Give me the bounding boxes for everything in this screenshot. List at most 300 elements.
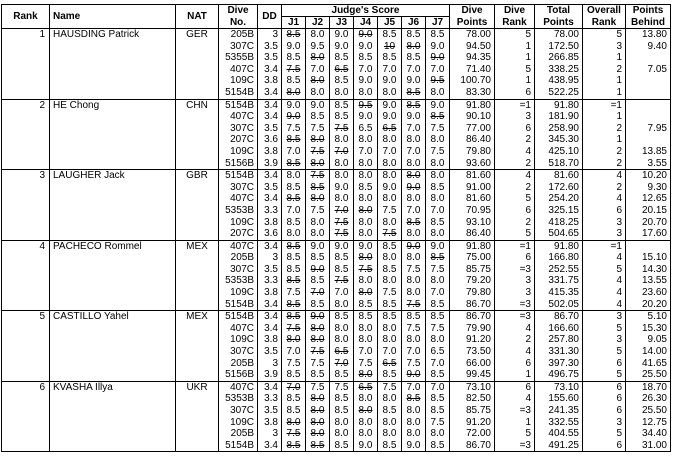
- judge-score-3: 9.0: [330, 29, 354, 41]
- judge-score-1: 8.5: [282, 75, 306, 87]
- athlete-nat: CHN: [176, 99, 219, 111]
- judge-score-3: 8.0: [330, 323, 354, 335]
- judge-score-7: 7.5: [426, 146, 450, 158]
- judge-score-4: 8.0: [354, 252, 378, 264]
- judge-score-2: 8.5: [306, 369, 330, 381]
- dive-rank: 1: [495, 75, 535, 87]
- judge-score-6: 7.0: [402, 346, 426, 358]
- judge-score-5: 7.0: [378, 146, 402, 158]
- athlete-name: PACHECO Rommel: [50, 240, 176, 252]
- athlete-name: LAUGHER Jack: [50, 170, 176, 182]
- dive-row: [2, 334, 671, 346]
- dive-number: 205B: [219, 252, 258, 264]
- judge-score-4: 6.5: [354, 123, 378, 135]
- dive-points: 86.70: [450, 311, 495, 323]
- dive-rank: =1: [495, 240, 535, 252]
- judge-score-2: 8.5: [306, 440, 330, 452]
- header-name: Name: [50, 5, 176, 29]
- judge-score-1: 7.0: [282, 381, 306, 393]
- judge-score-6: 8.5: [402, 393, 426, 405]
- judge-score-1: 8.5: [282, 193, 306, 205]
- total-points: 78.00: [535, 29, 583, 41]
- judge-score-5: 8.5: [378, 440, 402, 452]
- judge-score-1: 9.0: [282, 111, 306, 123]
- judge-score-7: 8.0: [426, 134, 450, 146]
- dive-points: 93.60: [450, 158, 495, 170]
- dive-row: [2, 99, 671, 111]
- judge-score-2: 8.5: [306, 111, 330, 123]
- judge-score-5: 9.0: [378, 75, 402, 87]
- dive-rank: 4: [495, 393, 535, 405]
- athlete-name: HAUSDING Patrick: [50, 29, 176, 41]
- dive-row: [2, 428, 671, 440]
- overall-rank: 3: [583, 334, 626, 346]
- athlete-rank-empty: [2, 123, 50, 135]
- total-points: 258.90: [535, 123, 583, 135]
- results-table: [1, 4, 671, 452]
- athlete-nat-empty: [176, 217, 219, 229]
- judge-score-6: 7.0: [402, 146, 426, 158]
- degree-of-difficulty: 3.9: [258, 158, 282, 170]
- athlete-rank-empty: [2, 405, 50, 417]
- athlete-name-empty: [50, 405, 176, 417]
- judge-score-2: 9.0: [306, 311, 330, 323]
- judge-score-7: 8.5: [426, 217, 450, 229]
- dive-number: 307C: [219, 123, 258, 135]
- judge-score-4: 8.0: [354, 205, 378, 217]
- dive-row: [2, 346, 671, 358]
- athlete-nat-empty: [176, 134, 219, 146]
- judge-score-7: 8.0: [426, 170, 450, 182]
- judge-score-4: 8.0: [354, 323, 378, 335]
- judge-score-1: 8.5: [282, 52, 306, 64]
- total-points: 81.60: [535, 170, 583, 182]
- judge-score-5: 9.0: [378, 182, 402, 194]
- judge-score-3: 8.5: [330, 264, 354, 276]
- degree-of-difficulty: 3.8: [258, 287, 282, 299]
- judge-score-5: 8.0: [378, 393, 402, 405]
- judge-score-4: 9.0: [354, 440, 378, 452]
- dive-row: [2, 217, 671, 229]
- judge-score-6: 8.0: [402, 275, 426, 287]
- overall-rank: 4: [583, 252, 626, 264]
- dive-points: 77.00: [450, 123, 495, 135]
- dive-number: 5353B: [219, 275, 258, 287]
- athlete-rank-empty: [2, 428, 50, 440]
- athlete-name-empty: [50, 193, 176, 205]
- judge-score-6: 8.0: [402, 134, 426, 146]
- judge-score-6: 8.0: [402, 252, 426, 264]
- dive-points: 90.10: [450, 111, 495, 123]
- degree-of-difficulty: 3.8: [258, 334, 282, 346]
- points-behind: 14.00: [626, 346, 671, 358]
- dive-rank: 1: [495, 369, 535, 381]
- header-overall-rank-line2: Rank: [583, 17, 626, 29]
- judge-score-6: 9.0: [402, 240, 426, 252]
- total-points: 397.30: [535, 358, 583, 370]
- judge-score-6: 8.0: [402, 334, 426, 346]
- athlete-name-empty: [50, 217, 176, 229]
- judge-score-2: 7.5: [306, 123, 330, 135]
- athlete-nat-empty: [176, 193, 219, 205]
- judge-score-4: 9.0: [354, 29, 378, 41]
- judge-score-1: 7.0: [282, 346, 306, 358]
- dive-row: [2, 440, 671, 452]
- judge-score-7: 8.0: [426, 158, 450, 170]
- judge-score-5: 6.5: [378, 123, 402, 135]
- dive-rank: 4: [495, 323, 535, 335]
- judge-score-6: 8.0: [402, 170, 426, 182]
- judge-score-7: 8.5: [426, 369, 450, 381]
- dive-points: 94.50: [450, 41, 495, 53]
- judge-score-5: 8.0: [378, 193, 402, 205]
- judge-score-7: 8.5: [426, 311, 450, 323]
- dive-row: [2, 405, 671, 417]
- dive-number: 109C: [219, 217, 258, 229]
- athlete-rank-empty: [2, 264, 50, 276]
- judge-score-7: 8.0: [426, 334, 450, 346]
- judge-score-3: 7.5: [330, 123, 354, 135]
- athlete-rank-empty: [2, 64, 50, 76]
- judge-score-3: 8.5: [330, 99, 354, 111]
- header-points-behind-line1: Points: [626, 5, 671, 17]
- judge-score-6: 9.0: [402, 369, 426, 381]
- athlete-rank: 2: [2, 99, 50, 111]
- judge-score-1: 8.5: [282, 275, 306, 287]
- athlete-rank: 5: [2, 311, 50, 323]
- athlete-nat-empty: [176, 417, 219, 429]
- overall-rank: =1: [583, 99, 626, 111]
- athlete-name-empty: [50, 123, 176, 135]
- athlete-name: HE Chong: [50, 99, 176, 111]
- judge-score-2: 8.0: [306, 417, 330, 429]
- dive-points: 91.00: [450, 182, 495, 194]
- judge-score-6: 8.0: [402, 193, 426, 205]
- dive-rank: 1: [495, 52, 535, 64]
- athlete-name-empty: [50, 440, 176, 452]
- points-behind: 23.60: [626, 287, 671, 299]
- dive-row: [2, 275, 671, 287]
- degree-of-difficulty: 3.5: [258, 52, 282, 64]
- dive-rank: 2: [495, 134, 535, 146]
- dive-rank: 6: [495, 358, 535, 370]
- athlete-nat-empty: [176, 358, 219, 370]
- points-behind: [626, 134, 671, 146]
- judge-score-1: 8.5: [282, 405, 306, 417]
- judge-score-2: 8.0: [306, 29, 330, 41]
- judge-score-1: 8.5: [282, 252, 306, 264]
- degree-of-difficulty: 3.4: [258, 193, 282, 205]
- judge-score-5: 7.0: [378, 64, 402, 76]
- dive-number: 407C: [219, 381, 258, 393]
- athlete-nat-empty: [176, 369, 219, 381]
- judge-score-3: 8.5: [330, 440, 354, 452]
- total-points: 252.55: [535, 264, 583, 276]
- total-points: 504.65: [535, 228, 583, 240]
- degree-of-difficulty: 3.5: [258, 41, 282, 53]
- judge-score-4: 8.0: [354, 193, 378, 205]
- judge-score-2: 8.0: [306, 193, 330, 205]
- overall-rank: =1: [583, 240, 626, 252]
- judge-score-7: 9.0: [426, 41, 450, 53]
- overall-rank: 2: [583, 64, 626, 76]
- judge-score-5: 8.0: [378, 134, 402, 146]
- total-points: 418.25: [535, 217, 583, 229]
- dive-rank: =3: [495, 299, 535, 311]
- judge-score-1: 8.0: [282, 87, 306, 99]
- points-behind: [626, 111, 671, 123]
- degree-of-difficulty: 3.8: [258, 217, 282, 229]
- judge-score-3: 7.0: [330, 358, 354, 370]
- judge-score-4: 9.0: [354, 41, 378, 53]
- judge-score-6: 8.5: [402, 311, 426, 323]
- degree-of-difficulty: 3: [258, 428, 282, 440]
- header-dive-points-line1: Dive: [450, 5, 495, 17]
- header-dive-no-line2: No.: [219, 17, 258, 29]
- judge-score-3: 8.5: [330, 75, 354, 87]
- dive-row: [2, 170, 671, 182]
- athlete-rank-empty: [2, 346, 50, 358]
- dive-points: 73.10: [450, 381, 495, 393]
- judge-score-3: 8.0: [330, 428, 354, 440]
- athlete-nat-empty: [176, 252, 219, 264]
- judge-score-1: 7.5: [282, 64, 306, 76]
- dive-number: 5355B: [219, 52, 258, 64]
- judge-score-2: 8.5: [306, 252, 330, 264]
- dive-points: 70.95: [450, 205, 495, 217]
- athlete-rank: 6: [2, 381, 50, 393]
- athlete-rank-empty: [2, 75, 50, 87]
- total-points: 438.95: [535, 75, 583, 87]
- judge-score-7: 9.0: [426, 99, 450, 111]
- points-behind: 41.65: [626, 358, 671, 370]
- degree-of-difficulty: 3: [258, 252, 282, 264]
- judge-score-2: 7.0: [306, 287, 330, 299]
- dive-row: [2, 252, 671, 264]
- points-behind: 9.05: [626, 334, 671, 346]
- judge-score-5: 8.0: [378, 428, 402, 440]
- points-behind: [626, 87, 671, 99]
- points-behind: 5.10: [626, 311, 671, 323]
- athlete-name-empty: [50, 205, 176, 217]
- judge-score-1: 8.5: [282, 440, 306, 452]
- points-behind: 20.15: [626, 205, 671, 217]
- dive-number: 407C: [219, 323, 258, 335]
- judge-score-2: 8.0: [306, 217, 330, 229]
- athlete-nat-empty: [176, 228, 219, 240]
- judge-score-1: 8.0: [282, 334, 306, 346]
- total-points: 172.50: [535, 41, 583, 53]
- dive-rank: 1: [495, 417, 535, 429]
- athlete-name-empty: [50, 264, 176, 276]
- dive-row: [2, 158, 671, 170]
- judge-score-6: 8.0: [402, 287, 426, 299]
- judge-score-2: 8.0: [306, 323, 330, 335]
- judge-score-1: 8.5: [282, 369, 306, 381]
- judge-score-6: 7.0: [402, 64, 426, 76]
- judge-score-6: 7.5: [402, 358, 426, 370]
- overall-rank: 1: [583, 87, 626, 99]
- judge-score-1: 8.5: [282, 217, 306, 229]
- total-points: 166.60: [535, 323, 583, 335]
- dive-points: 81.60: [450, 193, 495, 205]
- athlete-rank-empty: [2, 228, 50, 240]
- athlete-rank-empty: [2, 252, 50, 264]
- overall-rank: 4: [583, 287, 626, 299]
- judge-score-7: 8.0: [426, 428, 450, 440]
- judge-score-7: 8.5: [426, 299, 450, 311]
- total-points: 166.80: [535, 252, 583, 264]
- judge-score-5: 6.5: [378, 358, 402, 370]
- judge-score-4: 8.0: [354, 170, 378, 182]
- judge-score-6: 7.5: [402, 264, 426, 276]
- judge-score-3: 8.5: [330, 252, 354, 264]
- dive-number: 109C: [219, 287, 258, 299]
- judge-score-7: 9.0: [426, 240, 450, 252]
- total-points: 496.75: [535, 369, 583, 381]
- header-judge-1: J1: [282, 17, 306, 29]
- dive-rank: 2: [495, 334, 535, 346]
- judge-score-4: 9.0: [354, 75, 378, 87]
- degree-of-difficulty: 3.3: [258, 205, 282, 217]
- points-behind: 26.30: [626, 393, 671, 405]
- dive-points: 71.40: [450, 64, 495, 76]
- total-points: 257.80: [535, 334, 583, 346]
- points-behind: 18.70: [626, 381, 671, 393]
- dive-rank: 5: [495, 228, 535, 240]
- judge-score-5: 9.0: [378, 99, 402, 111]
- judge-score-3: 8.0: [330, 193, 354, 205]
- total-points: 332.55: [535, 417, 583, 429]
- judge-score-3: 8.5: [330, 311, 354, 323]
- dive-row: [2, 75, 671, 87]
- judge-score-7: 8.5: [426, 393, 450, 405]
- dive-points: 73.50: [450, 346, 495, 358]
- dive-points: 81.60: [450, 170, 495, 182]
- overall-rank: 2: [583, 182, 626, 194]
- judge-score-4: 8.0: [354, 275, 378, 287]
- total-points: 155.60: [535, 393, 583, 405]
- judge-score-1: 7.5: [282, 323, 306, 335]
- total-points: 415.35: [535, 287, 583, 299]
- judge-score-1: 7.5: [282, 428, 306, 440]
- judge-score-7: 9.0: [426, 52, 450, 64]
- overall-rank: 6: [583, 440, 626, 452]
- dive-rank: 4: [495, 170, 535, 182]
- degree-of-difficulty: 3.8: [258, 146, 282, 158]
- judge-score-3: 9.0: [330, 182, 354, 194]
- degree-of-difficulty: 3.4: [258, 240, 282, 252]
- judge-score-2: 9.0: [306, 99, 330, 111]
- points-behind: 25.50: [626, 369, 671, 381]
- athlete-name-empty: [50, 428, 176, 440]
- judge-score-4: 8.0: [354, 428, 378, 440]
- judge-score-2: 8.0: [306, 134, 330, 146]
- judge-score-2: 8.0: [306, 52, 330, 64]
- points-behind: 9.30: [626, 182, 671, 194]
- judge-score-5: 7.5: [378, 287, 402, 299]
- degree-of-difficulty: 3.5: [258, 346, 282, 358]
- dive-number: 5156B: [219, 158, 258, 170]
- dive-number: 407C: [219, 64, 258, 76]
- judge-score-3: 8.0: [330, 334, 354, 346]
- judge-score-5: 7.0: [378, 346, 402, 358]
- judge-score-7: 7.5: [426, 323, 450, 335]
- dive-number: 5154B: [219, 170, 258, 182]
- judge-score-3: 8.0: [330, 87, 354, 99]
- judge-score-5: 8.5: [378, 52, 402, 64]
- header-dd: DD: [258, 5, 282, 29]
- judge-score-6: 8.0: [402, 41, 426, 53]
- total-points: 404.55: [535, 428, 583, 440]
- judge-score-7: 7.5: [426, 123, 450, 135]
- judge-score-6: 8.5: [402, 52, 426, 64]
- judge-score-1: 9.0: [282, 41, 306, 53]
- dive-number: 207C: [219, 134, 258, 146]
- judge-score-5: 8.0: [378, 170, 402, 182]
- dive-number: 205B: [219, 29, 258, 41]
- judge-score-7: 8.5: [426, 182, 450, 194]
- dive-points: 91.20: [450, 334, 495, 346]
- header-dive-points-line2: Points: [450, 17, 495, 29]
- judge-score-7: 7.5: [426, 264, 450, 276]
- judge-score-5: 8.5: [378, 405, 402, 417]
- total-points: 73.10: [535, 381, 583, 393]
- judge-score-1: 7.5: [282, 287, 306, 299]
- dive-row: [2, 41, 671, 53]
- judge-score-7: 7.0: [426, 358, 450, 370]
- dive-row: [2, 311, 671, 323]
- degree-of-difficulty: 3.5: [258, 264, 282, 276]
- judge-score-6: 8.5: [402, 29, 426, 41]
- dive-number: 205B: [219, 358, 258, 370]
- points-behind: 14.30: [626, 264, 671, 276]
- total-points: 172.60: [535, 182, 583, 194]
- judge-score-3: 9.0: [330, 41, 354, 53]
- judge-score-2: 8.0: [306, 158, 330, 170]
- dive-rank: 3: [495, 111, 535, 123]
- degree-of-difficulty: 3.5: [258, 405, 282, 417]
- total-points: 241.35: [535, 405, 583, 417]
- judge-score-1: 8.5: [282, 393, 306, 405]
- judge-score-2: 7.5: [306, 346, 330, 358]
- dive-number: 109C: [219, 75, 258, 87]
- athlete-name-empty: [50, 111, 176, 123]
- judge-score-5: 8.5: [378, 240, 402, 252]
- dive-number: 5154B: [219, 311, 258, 323]
- judge-score-6: 8.5: [402, 99, 426, 111]
- header-points-behind-line2: Behind: [626, 17, 671, 29]
- dive-row: [2, 111, 671, 123]
- athlete-name-empty: [50, 158, 176, 170]
- degree-of-difficulty: 3.6: [258, 134, 282, 146]
- athlete-nat-empty: [176, 428, 219, 440]
- dive-points: 85.75: [450, 405, 495, 417]
- overall-rank: 6: [583, 393, 626, 405]
- judge-score-4: 8.5: [354, 52, 378, 64]
- judge-score-2: 8.5: [306, 275, 330, 287]
- dive-row: [2, 193, 671, 205]
- judge-score-4: 8.0: [354, 228, 378, 240]
- athlete-rank-empty: [2, 111, 50, 123]
- judge-score-2: 7.5: [306, 205, 330, 217]
- dive-points: 100.70: [450, 75, 495, 87]
- judge-score-7: 7.0: [426, 64, 450, 76]
- degree-of-difficulty: 3: [258, 29, 282, 41]
- judge-score-2: 7.5: [306, 170, 330, 182]
- degree-of-difficulty: 3.4: [258, 381, 282, 393]
- judge-score-2: 7.5: [306, 358, 330, 370]
